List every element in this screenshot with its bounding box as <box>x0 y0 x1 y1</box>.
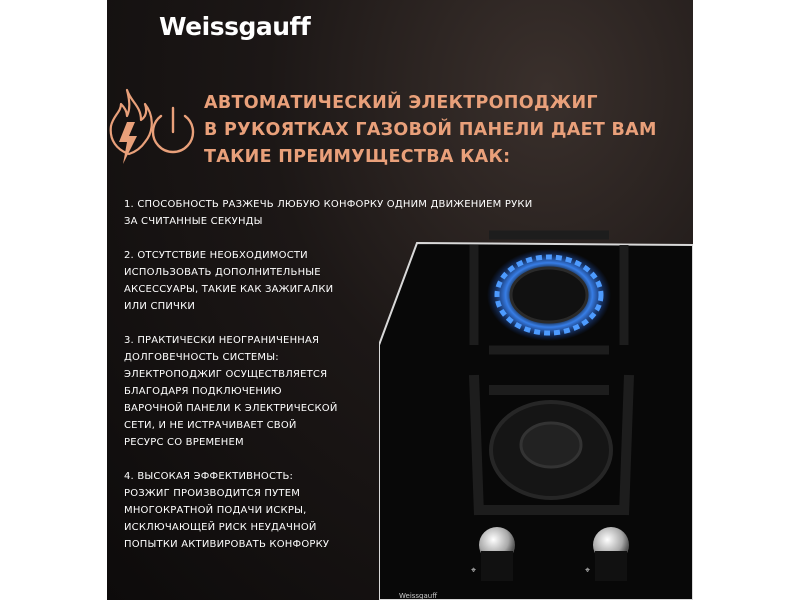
svg-text:⌖: ⌖ <box>585 566 591 576</box>
benefit-item <box>124 196 533 230</box>
feature-icons <box>107 86 202 176</box>
benefit-line: ИСКЛЮЧАЮЩЕЙ РИСК НЕУДАЧНОЙ <box>124 522 317 533</box>
promo-panel <box>107 0 693 600</box>
benefit-line: ЗА СЧИТАННЫЕ СЕКУНДЫ <box>124 216 263 227</box>
hob-brand-label: Weissgauff <box>399 592 438 600</box>
svg-text:⌖: ⌖ <box>471 566 477 576</box>
benefit-item <box>124 468 524 553</box>
power-icon <box>153 108 193 152</box>
brand-logo: Weissgauff <box>159 12 311 41</box>
benefit-line: ВАРОЧНОЙ ПАНЕЛИ К ЭЛЕКТРИЧЕСКОЙ <box>124 403 338 414</box>
benefit-line: ИСПОЛЬЗОВАТЬ ДОПОЛНИТЕЛЬНЫЕ <box>124 267 321 278</box>
headline <box>204 90 674 171</box>
benefit-line: СЕТИ, И НЕ ИСТРАЧИВАЕТ СВОЙ <box>124 420 297 431</box>
benefit-line: 3. ПРАКТИЧЕСКИ НЕОГРАНИЧЕННАЯ <box>124 335 320 346</box>
benefit-line: РОЗЖИГ ПРОИЗВОДИТСЯ ПУТЕМ <box>124 488 301 499</box>
benefit-line: ДОЛГОВЕЧНОСТЬ СИСТЕМЫ: <box>124 352 279 363</box>
headline-line: В РУКОЯТКАХ ГАЗОВОЙ ПАНЕЛИ ДАЕТ ВАМ <box>204 120 657 140</box>
benefit-line: МНОГОКРАТНОЙ ПОДАЧИ ИСКРЫ, <box>124 505 307 516</box>
benefit-line: 2. ОТСУТСТВИЕ НЕОБХОДИМОСТИ <box>124 250 308 261</box>
benefit-item <box>124 332 524 451</box>
flame-lightning-icon <box>111 90 152 164</box>
benefit-line: ЭЛЕКТРОПОДЖИГ ОСУЩЕСТВЛЯЕТСЯ <box>124 369 328 380</box>
headline-line: АВТОМАТИЧЕСКИЙ ЭЛЕКТРОПОДЖИГ <box>204 93 598 113</box>
benefit-line: РЕСУРС СО ВРЕМЕНЕМ <box>124 437 244 448</box>
benefits-list <box>124 196 533 570</box>
benefit-line: АКСЕССУАРЫ, ТАКИЕ КАК ЗАЖИГАЛКИ <box>124 284 334 295</box>
benefit-line: 4. ВЫСОКАЯ ЭФФЕКТИВНОСТЬ: <box>124 471 294 482</box>
headline-line: ТАКИЕ ПРЕИМУЩЕСТВА КАК: <box>204 147 511 167</box>
benefit-item <box>124 247 524 315</box>
benefit-line: ПОПЫТКИ АКТИВИРОВАТЬ КОНФОРКУ <box>124 539 330 550</box>
benefit-line: БЛАГОДАРЯ ПОДКЛЮЧЕНИЮ <box>124 386 282 397</box>
benefit-line: 1. СПОСОБНОСТЬ РАЗЖЕЧЬ ЛЮБУЮ КОНФОРКУ ОДНИМ ДВИЖЕНИЕМ РУКИ <box>124 199 533 210</box>
benefit-line: ИЛИ СПИЧКИ <box>124 301 196 312</box>
